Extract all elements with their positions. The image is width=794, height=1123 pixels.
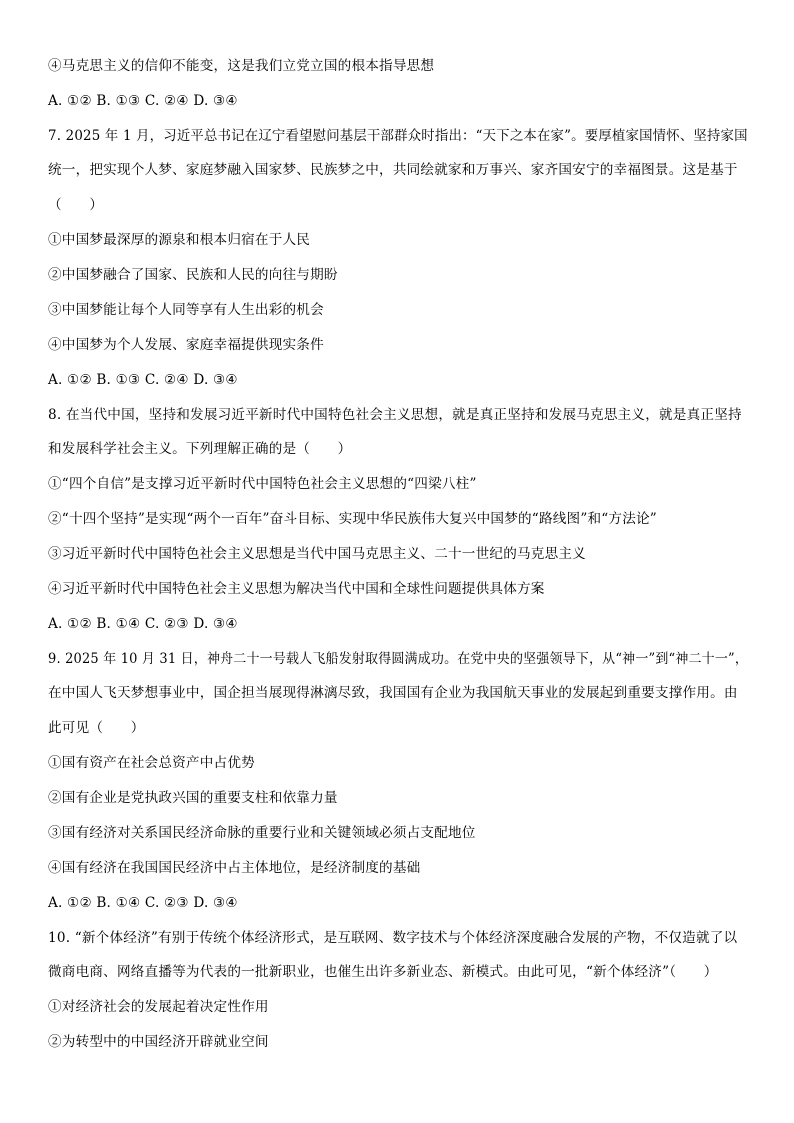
q7-answer-choices: A. ①② B. ①③ C. ②④ D. ③④ xyxy=(48,372,238,388)
q9-option-3: ③国有经济对关系国民经济命脉的重要行业和关键领域必须占支配地位 xyxy=(48,825,476,841)
q7-option-3: ③中国梦能让每个人同等享有人生出彩的机会 xyxy=(48,302,324,318)
q10-stem-line-2: 微商电商、网络直播等为代表的一批新职业，也催生出许多新业态、新模式。由此可见，“新个体经济”（ ） xyxy=(48,964,718,980)
q9-option-1: ①国有资产在社会总资产中占优势 xyxy=(48,755,255,771)
q9-stem-line-1: 9. 2025 年 10 月 31 日，神舟二十一号载人飞船发射取得圆满成功。在党中央的坚强领导下，从“神一”到“神二十一”， xyxy=(48,651,749,667)
q7-option-1: ①中国梦最深厚的源泉和根本归宿在于人民 xyxy=(48,232,311,248)
q9-stem-line-2: 在中国人飞天梦想事业中，国企担当展现得淋漓尽致，我国国有企业为我国航天事业的发展起到重要支撑作用。由 xyxy=(48,685,738,701)
q8-option-3: ③习近平新时代中国特色社会主义思想是当代中国马克思主义、二十一世纪的马克思主义 xyxy=(48,546,586,562)
q10-option-1: ①对经济社会的发展起着决定性作用 xyxy=(48,999,269,1015)
q8-option-4: ④习近平新时代中国特色社会主义思想为解决当代中国和全球性问题提供具体方案 xyxy=(48,581,545,597)
q7-stem-line-3: （ ） xyxy=(48,197,104,213)
q7-option-2: ②中国梦融合了国家、民族和人民的向往与期盼 xyxy=(48,267,338,283)
q9-answer-choices: A. ①② B. ①④ C. ②③ D. ③④ xyxy=(48,895,238,911)
q10-stem-line-1: 10. “新个体经济”有别于传统个体经济形式，是互联网、数字技术与个体经济深度融合发展的产物，不仅造就了以 xyxy=(48,930,738,946)
q7-option-4: ④中国梦为个人发展、家庭幸福提供现实条件 xyxy=(48,337,324,353)
q9-stem-line-3: 此可见（ ） xyxy=(48,720,145,736)
q8-option-2: ②“十四个坚持”是实现“两个一百年”奋斗目标、实现中华民族伟大复兴中国梦的“路线图”和“方法论” xyxy=(48,511,657,527)
q8-answer-choices: A. ①② B. ①④ C. ②③ D. ③④ xyxy=(48,616,238,632)
q8-stem-line-2: 和发展科学社会主义。下列理解正确的是（ ） xyxy=(48,441,352,457)
q6-option-4: ④马克思主义的信仰不能变，这是我们立党立国的根本指导思想 xyxy=(48,58,435,74)
q7-stem-line-1: 7. 2025 年 1 月，习近平总书记在辽宁看望慰问基层干部群众时指出：“天下之本在家”。要厚植家国情怀、坚持家国 xyxy=(48,128,748,144)
q9-option-4: ④国有经济在我国国民经济中占主体地位，是经济制度的基础 xyxy=(48,860,421,876)
q9-option-2: ②国有企业是党执政兴国的重要支柱和依靠力量 xyxy=(48,790,338,806)
q7-stem-line-2: 统一，把实现个人梦、家庭梦融入国家梦、民族梦之中，共同绘就家和万事兴、家齐国安宁的幸福图景。这是基于 xyxy=(48,162,738,178)
q10-option-2: ②为转型中的中国经济开辟就业空间 xyxy=(48,1034,269,1050)
q8-option-1: ①“四个自信”是支撑习近平新时代中国特色社会主义思想的“四梁八柱” xyxy=(48,476,477,492)
q8-stem-line-1: 8. 在当代中国，坚持和发展习近平新时代中国特色社会主义思想，就是真正坚持和发展马克思主义，就是真正坚持 xyxy=(48,407,742,423)
q6-answer-choices: A. ①② B. ①③ C. ②④ D. ③④ xyxy=(48,93,238,109)
